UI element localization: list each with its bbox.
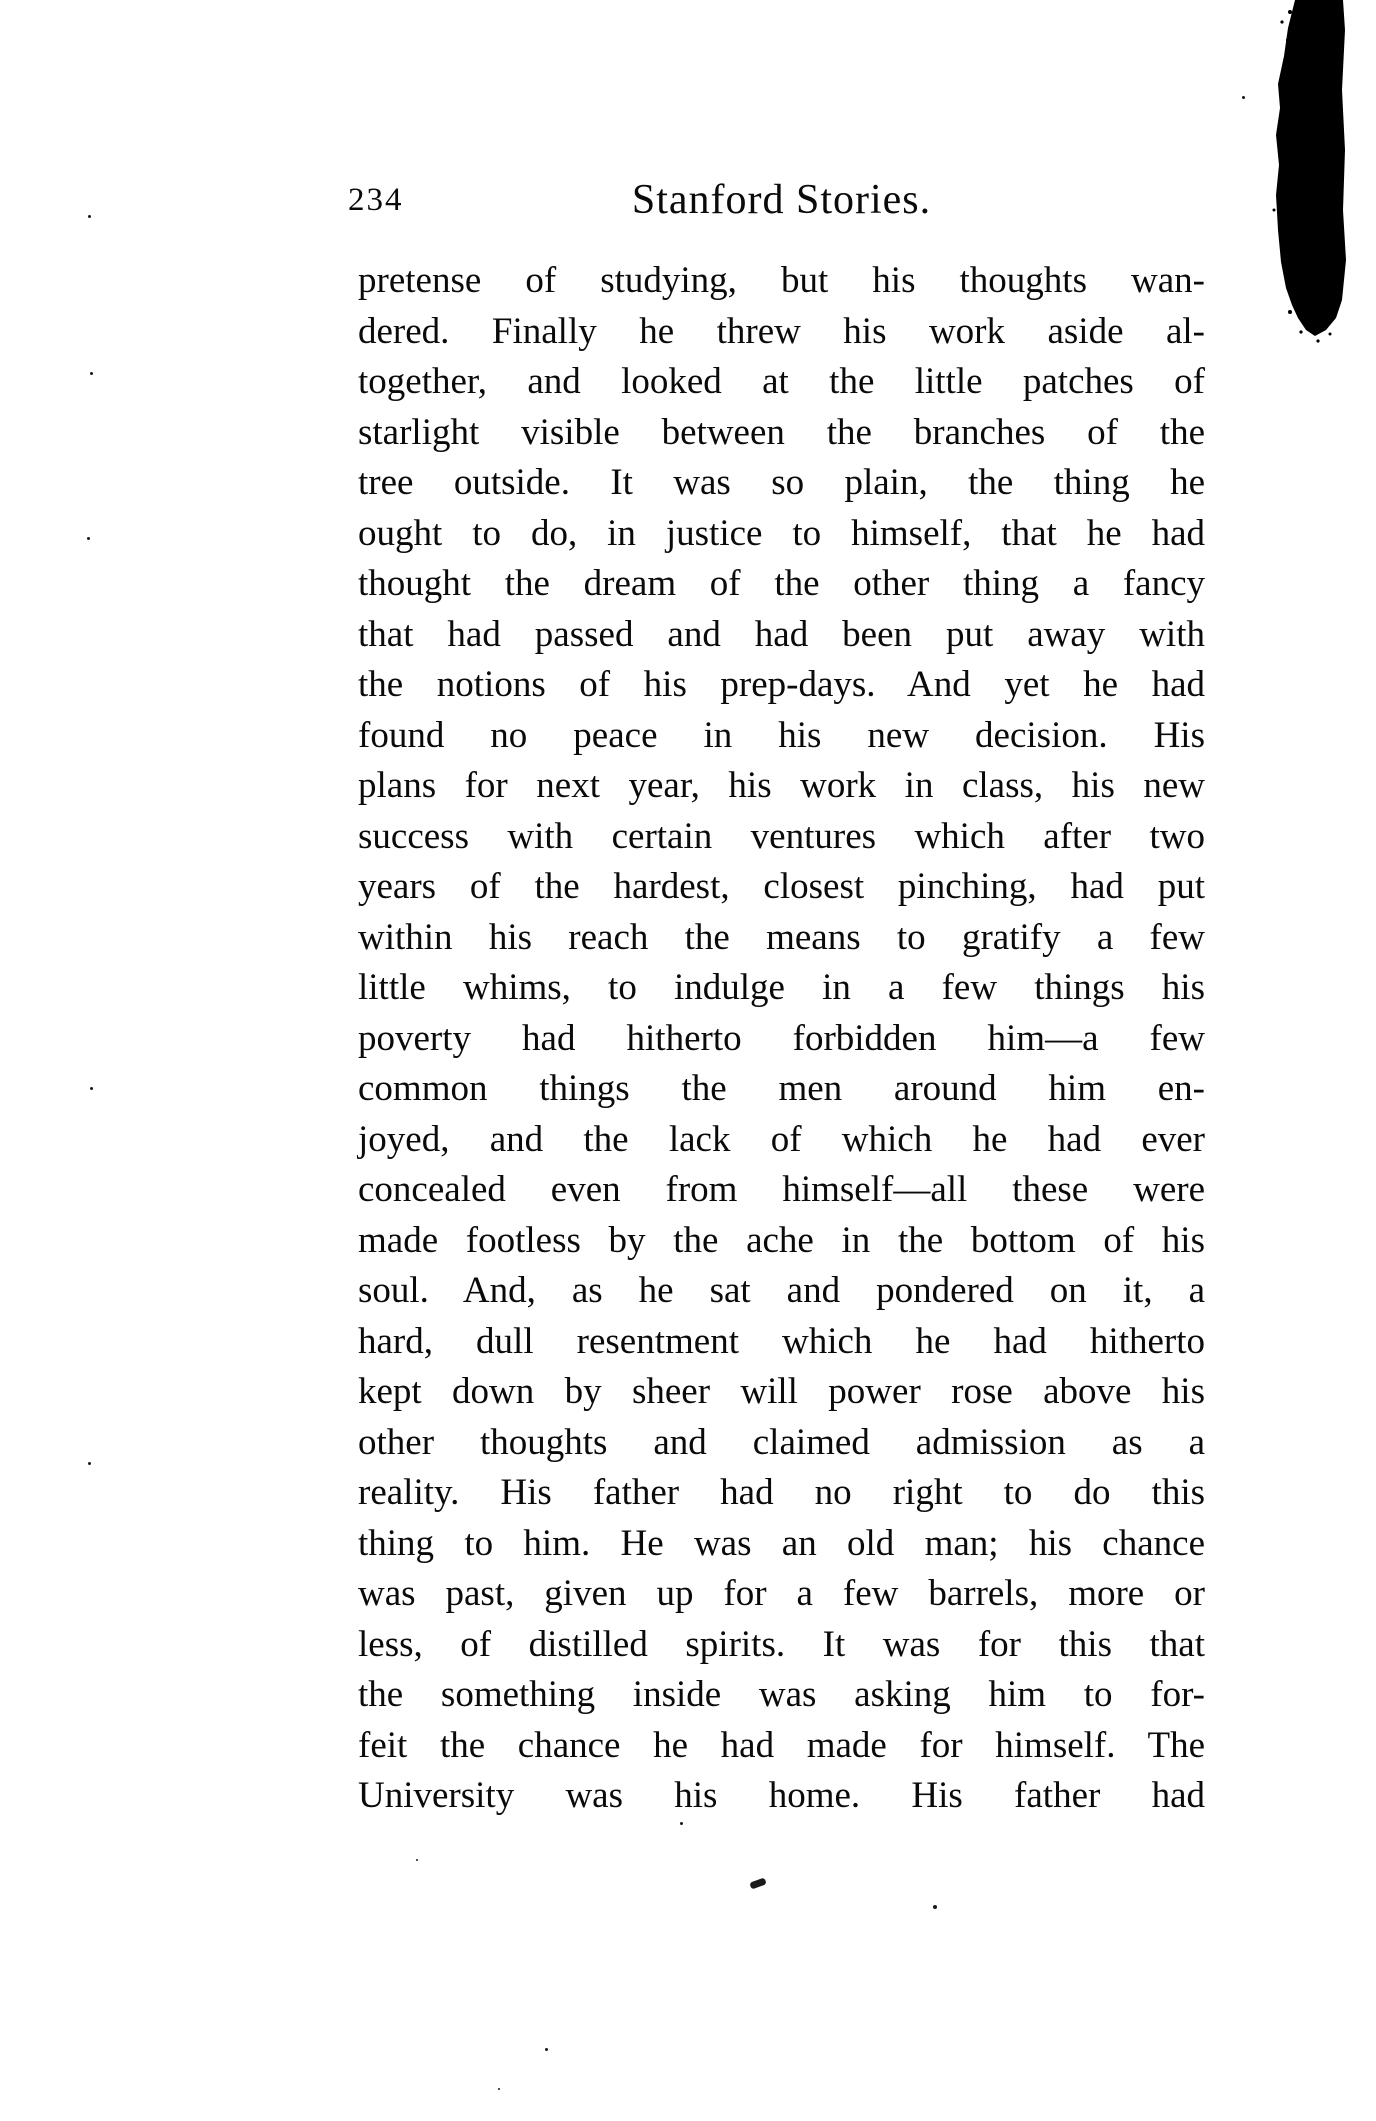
text-line: made footless by the ache in the bottom of his xyxy=(358,1219,1205,1261)
text-line: hard, dull resentment which he had hitherto xyxy=(358,1320,1205,1362)
text-line: success with certain ventures which after two xyxy=(358,815,1205,857)
ink-speck xyxy=(680,1822,683,1825)
text-line: common things the men around him en- xyxy=(358,1068,1205,1109)
text-line: kept down by sheer will power rose above his xyxy=(358,1371,1205,1412)
text-line: that had passed and had been put away with xyxy=(358,613,1205,655)
text-line: years of the hardest, closest pinching, had put xyxy=(358,866,1205,907)
text-line: tree outside. It was so plain, the thing he xyxy=(358,462,1205,503)
ink-speck xyxy=(88,215,91,218)
text-line: found no peace in his new decision. His xyxy=(358,714,1205,756)
text-line: feit the chance he had made for himself. The xyxy=(358,1724,1205,1766)
ink-speck xyxy=(90,1087,93,1090)
running-title: Stanford Stories. xyxy=(631,177,932,223)
text-line: little whims, to indulge in a few things his xyxy=(358,967,1205,1008)
text-line: together, and looked at the little patches of xyxy=(358,361,1205,402)
ink-speck xyxy=(749,1877,766,1889)
text-line: other thoughts and claimed admission as a xyxy=(358,1421,1205,1463)
ink-speck xyxy=(90,372,93,375)
text-line: the something inside was asking him to for- xyxy=(358,1674,1205,1715)
text-line: within his reach the means to gratify a few xyxy=(358,916,1205,958)
text-line: joyed, and the lack of which he had ever xyxy=(358,1118,1205,1160)
page-header xyxy=(348,176,1205,223)
text-line: less, of distilled spirits. It was for this that xyxy=(358,1623,1205,1665)
text-line: University was his home. His father had xyxy=(358,1775,1205,1816)
ink-speck xyxy=(545,2048,548,2051)
text-line: thought the dream of the other thing a fancy xyxy=(358,563,1205,604)
text-line: the notions of his prep-days. And yet he had xyxy=(358,664,1205,705)
page-number: 234 xyxy=(348,182,404,218)
text-line: plans for next year, his work in class, his new xyxy=(358,765,1205,806)
ink-speck xyxy=(416,1859,418,1861)
ink-speck xyxy=(88,1462,91,1465)
body-text xyxy=(358,256,1205,1822)
ink-speck xyxy=(933,1905,937,1909)
text-line: soul. And, as he sat and pondered on it, a xyxy=(358,1270,1205,1311)
text-line: thing to him. He was an old man; his chance xyxy=(358,1522,1205,1564)
ink-speck xyxy=(87,537,90,540)
ink-speck xyxy=(1242,96,1245,99)
scan-artifact-bar xyxy=(1268,0,1348,345)
text-line: dered. Finally he threw his work aside al- xyxy=(358,310,1205,352)
text-line: was past, given up for a few barrels, more or xyxy=(358,1573,1205,1614)
text-line: starlight visible between the branches of the xyxy=(358,411,1205,453)
text-line: pretense of studying, but his thoughts wan- xyxy=(358,260,1205,301)
text-line: reality. His father had no right to do this xyxy=(358,1472,1205,1513)
text-line: concealed even from himself—all these were xyxy=(358,1169,1205,1210)
text-line: poverty had hitherto forbidden him—a few xyxy=(358,1017,1205,1059)
text-line: ought to do, in justice to himself, that he had xyxy=(358,512,1205,554)
ink-speck xyxy=(498,2088,500,2090)
